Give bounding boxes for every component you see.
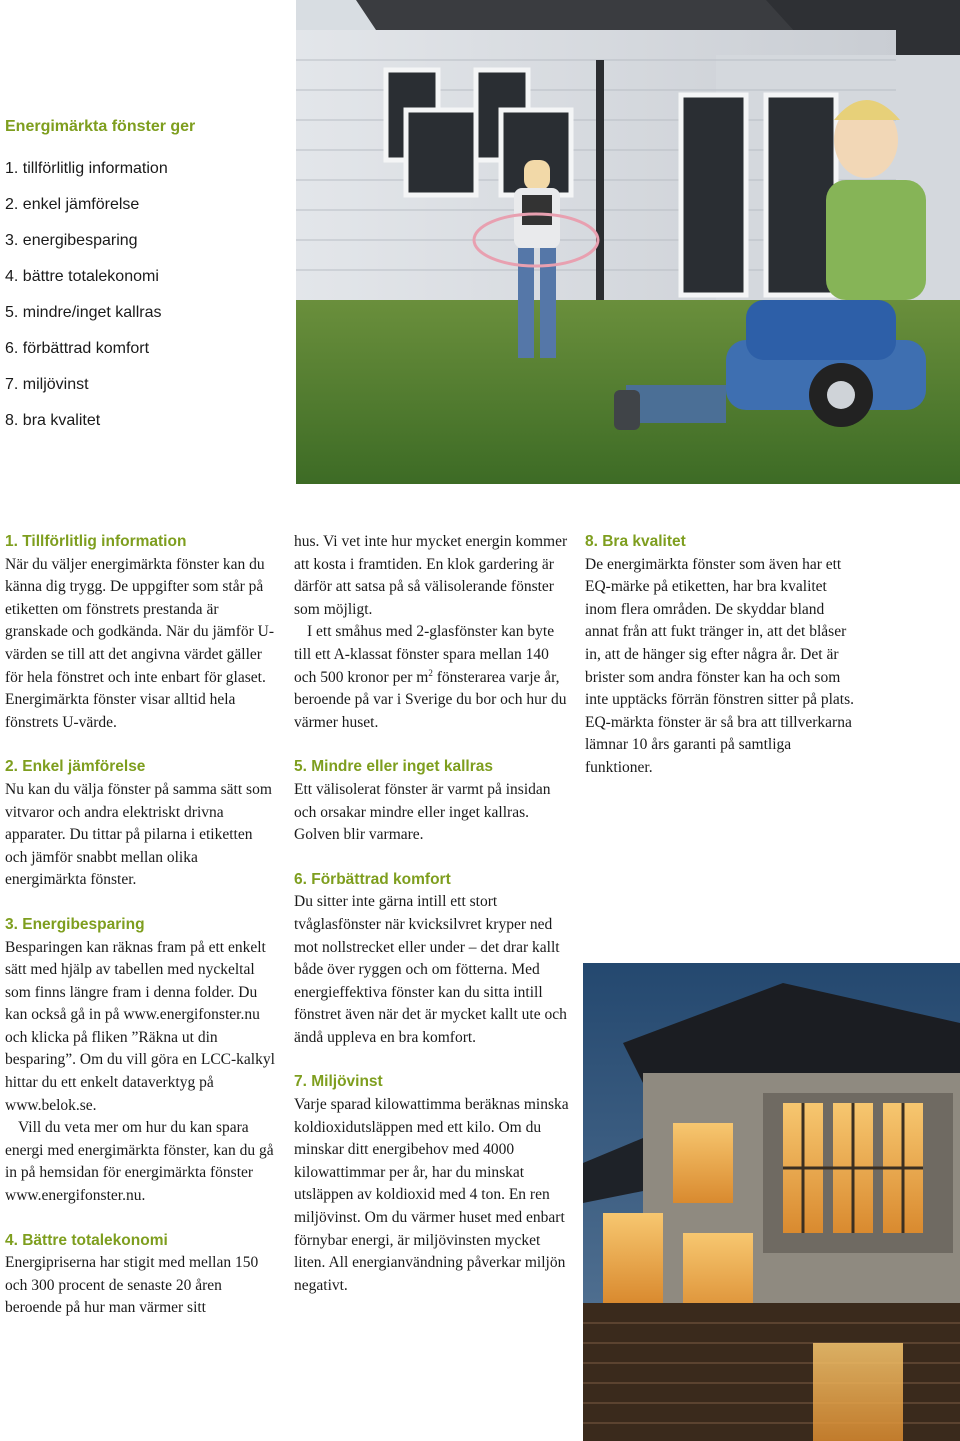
list-item: 6. förbättrad komfort (5, 340, 150, 357)
column-left (5, 531, 275, 1320)
section-bra-kvalitet (585, 531, 855, 780)
section-body: Vill du veta mer om hur du kan spara energi med energimärkta fönster, kan du gå in på hemsidan för energimärkta fönster www.energifonster.nu. (5, 1119, 274, 1205)
section-heading: 3. Energibesparing (5, 915, 145, 933)
section-heading: 7. Miljövinst (294, 1073, 383, 1091)
intro-list-block (5, 116, 295, 439)
list-item: 4. bättre totalekonomi (5, 268, 159, 285)
section-body: De energimärkta fönster som även har ett EQ-märke på etiketten, har bra kvalitet inom flera områden. De skyddar bland annat från att fukt tränger in, att det blåser in, att de hänger sig efter några år. Det är brister som andra fönster kan ha och som inte upptäcks förrän fönstren sitter på plats. EQ-märkta fönster är så bra att tillverkarna lämnar 10 års garanti på samtliga funktioner. (585, 555, 855, 776)
section-forbattrad-komfort (294, 869, 569, 1050)
list-item: 3. energibesparing (5, 232, 138, 249)
section-energibesparing (5, 914, 275, 1208)
section-body: Varje sparad kilowattimma beräknas minska koldioxidutsläppen med ett kilo. Om du minskar ditt energibehov med 4000 kilowattimmar per år, har du minskat utsläppen av koldioxid med 4 ton. En ren miljövinst. Om du värmer huset med enbart förnybar energi, är miljövinsten mycket liten. All energianvändning påverkar miljön negativt. (294, 1096, 569, 1294)
section-heading: 2. Enkel jämförelse (5, 758, 146, 776)
superscript: 2 (428, 667, 433, 678)
benefits-list (5, 151, 295, 439)
list-item: 8. bra kvalitet (5, 412, 101, 429)
section-battre-totalekonomi-continued (294, 531, 569, 734)
section-body: När du väljer energimärkta fönster kan du känna dig trygg. De uppgifter som står på etiketten om fönstrets prestanda är granskade och godkända. När du jämför U-värden se till att det angivna värdet gäller för hela fönstret och inte enbart för glaset. Energimärkta fönster visar alltid hela fönstrets U-värde. (5, 555, 275, 731)
list-item: 1. tillförlitlig information (5, 160, 168, 177)
section-heading: 6. Förbättrad komfort (294, 870, 451, 888)
section-mindre-kallras (294, 756, 569, 846)
section-body: Energipriserna har stigit med mellan 150 och 300 procent de senaste 20 åren beroende på hur man värmer sitt (5, 1254, 259, 1317)
section-body (294, 621, 569, 734)
section-battre-totalekonomi (5, 1230, 275, 1320)
list-item: 2. enkel jämförelse (5, 196, 140, 213)
section-body: Nu kan du välja fönster på samma sätt som vitvaror och andra elektriskt drivna apparater. Du tittar på pilarna i etiketten och jämför snabbt mellan olika energimärkta fönster. (5, 780, 272, 889)
column-middle (294, 531, 569, 1297)
house-dusk-photo (583, 963, 960, 1441)
intro-title: Energimärkta fönster ger (5, 118, 196, 135)
section-miljovinst (294, 1071, 569, 1297)
text-run: fönsterarea varje år, beroende på var i Sverige du bor och hur du värmer huset. (294, 668, 567, 731)
section-tillforlitlig-information (5, 531, 275, 734)
section-body: Ett välisolerat fönster är varmt på insidan och orsakar mindre eller inget kallras. Golven blir varmare. (294, 780, 551, 844)
list-item: 5. mindre/inget kallras (5, 304, 162, 321)
column-right (585, 531, 855, 780)
section-heading: 5. Mindre eller inget kallras (294, 758, 493, 776)
section-body: hus. Vi vet inte hur mycket energin kommer att kosta i framtiden. En klok gardering är därför att satsa på så välisolerande fönster som möjligt. (294, 533, 568, 618)
text-run: I ett småhus med 2-glasfönster kan byte till ett A-klassat fönster spara mellan 140 och 500 kronor per m (294, 623, 555, 686)
section-enkel-jamforelse (5, 756, 275, 892)
house-children-photo (296, 0, 960, 484)
section-heading: 1. Tillförlitlig information (5, 533, 187, 550)
section-body: Besparingen kan räknas fram på ett enkelt sätt med hjälp av tabellen med nyckeltal som finns längre fram i denna folder. Du kan också gå in på www.energifonster.nu och klicka på fliken ”Räkna ut din besparing”. Om du vill göra en LCC-kalkyl hittar du ett enkelt dataverktyg på www.belok.se. (5, 938, 275, 1114)
section-body: Du sitter inte gärna intill ett stort tvåglasfönster när kvicksilvret kryper ned mot nollstrecket eller under – det drar kallt både över ryggen och om fötterna. Med energieffektiva fönster kan du sitta intill fönstret även när det är mycket kallt ute och ändå uppleva en bra komfort. (294, 893, 567, 1046)
list-item: 7. miljövinst (5, 376, 89, 393)
section-heading: 4. Bättre totalekonomi (5, 1231, 168, 1249)
section-heading: 8. Bra kvalitet (585, 533, 686, 550)
